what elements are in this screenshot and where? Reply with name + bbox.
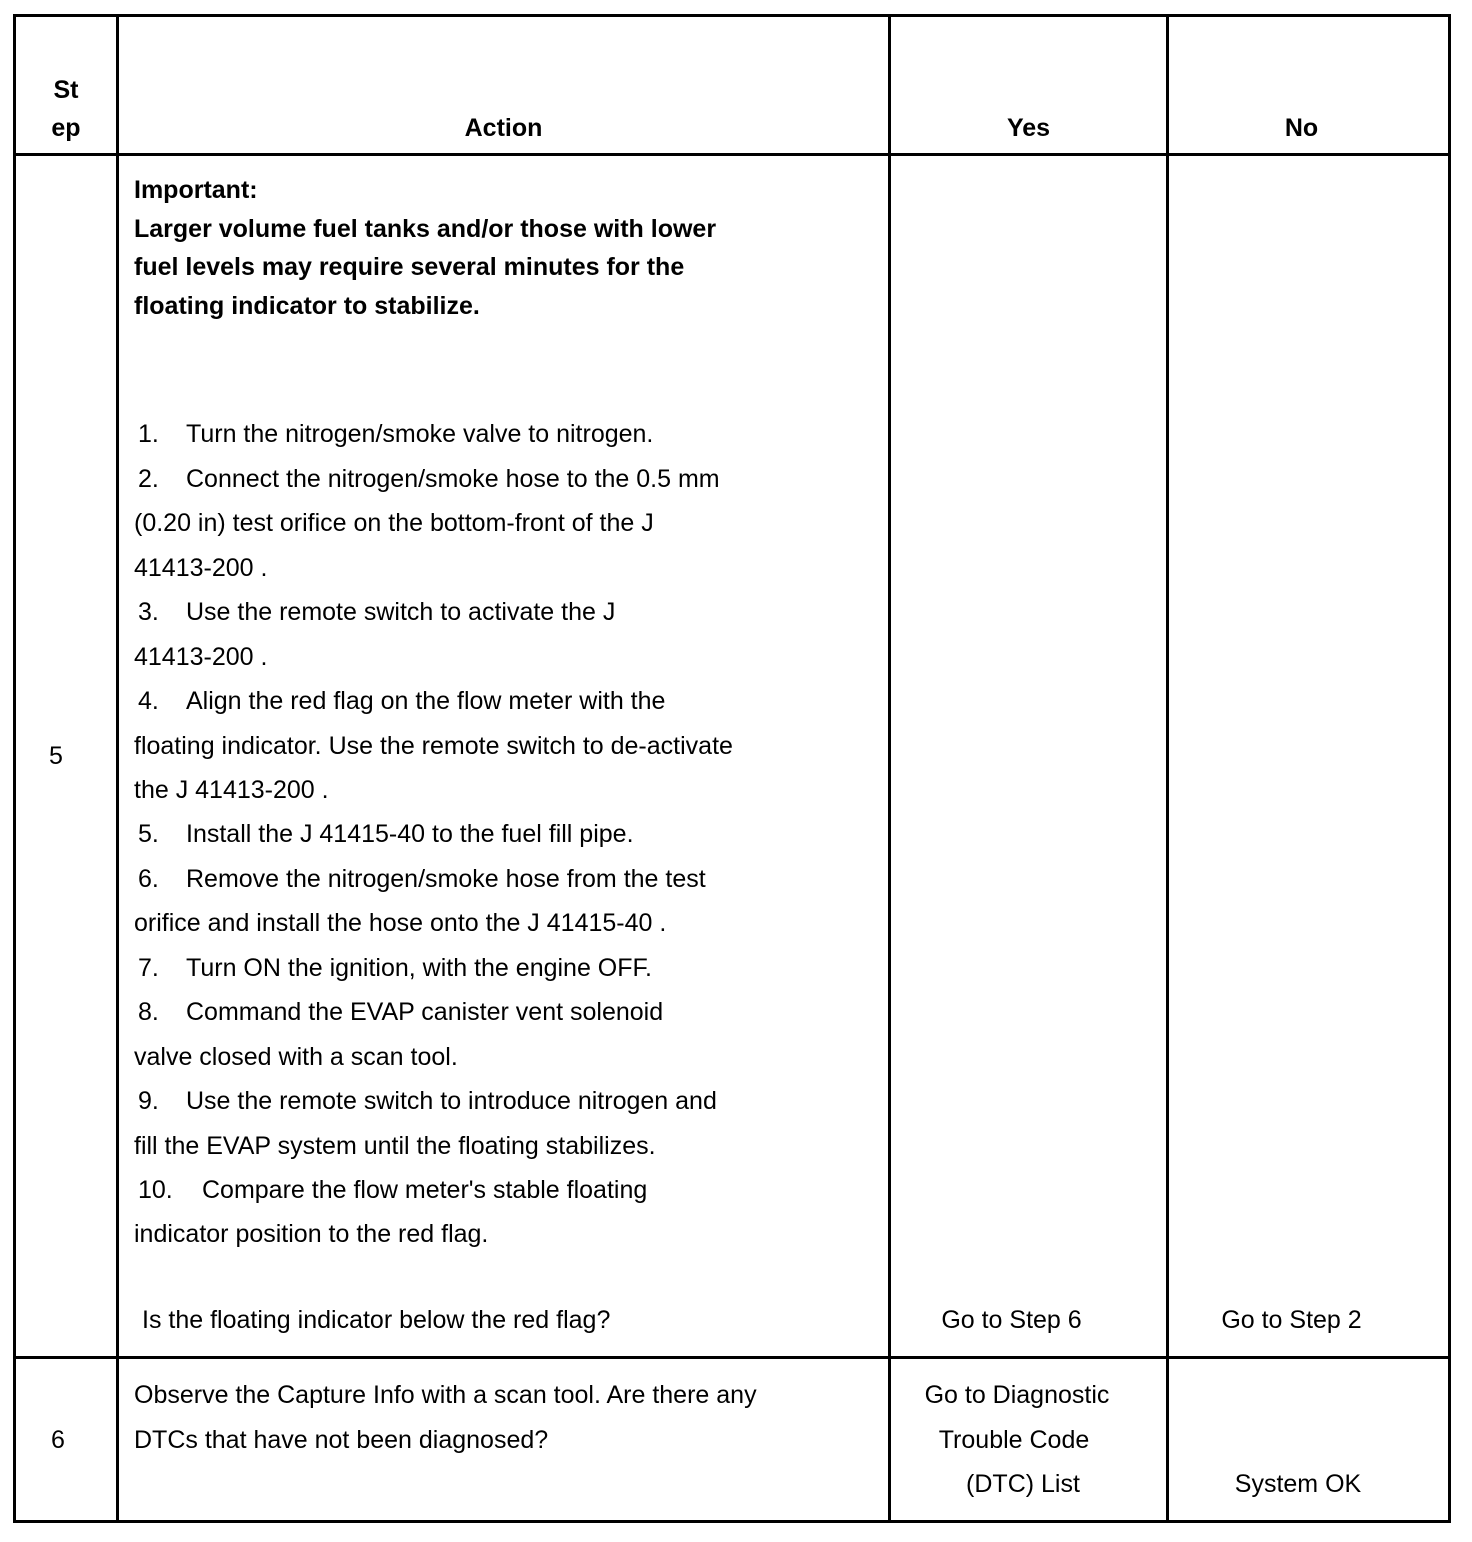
- procedure-step-number: 2.: [138, 465, 159, 493]
- header-action: Action: [464, 114, 543, 142]
- procedure-step: [138, 419, 653, 449]
- procedure-step: [138, 1175, 647, 1205]
- row6-no-result: System OK: [1234, 1470, 1362, 1498]
- row6-action-line: Observe the Capture Info with a scan tool. Are there any: [134, 1381, 757, 1409]
- row5-yes-result: Go to Step 6: [941, 1306, 1082, 1334]
- procedure-step-number: 7.: [138, 954, 159, 982]
- procedure-step: [138, 597, 615, 627]
- table-border-right: [1448, 14, 1451, 1523]
- procedure-step-number: 4.: [138, 687, 159, 715]
- procedure-step-text: Remove the nitrogen/smoke hose from the test: [186, 865, 706, 893]
- row5-important-line: floating indicator to stabilize.: [134, 292, 480, 320]
- procedure-step-text: Turn the nitrogen/smoke valve to nitrogen.: [186, 420, 654, 448]
- header-no: No: [1284, 114, 1319, 142]
- procedure-step-text: Compare the flow meter's stable floating: [202, 1176, 648, 1204]
- procedure-step: [138, 1086, 717, 1116]
- row5-important-line: Larger volume fuel tanks and/or those with lower: [134, 215, 717, 243]
- procedure-step-continuation: 41413-200 .: [134, 643, 268, 671]
- header-step-line1: St: [53, 76, 79, 104]
- procedure-step: [138, 953, 652, 983]
- procedure-step: [138, 686, 665, 716]
- table-divider-step: [116, 14, 119, 1523]
- procedure-step-number: 3.: [138, 598, 159, 626]
- procedure-step-continuation: 41413-200 .: [134, 554, 268, 582]
- row5-important-line: fuel levels may require several minutes for the: [134, 253, 685, 281]
- procedure-step-continuation: indicator position to the red flag.: [134, 1220, 489, 1248]
- header-step-line2: ep: [51, 114, 81, 142]
- procedure-step-continuation: the J 41413-200 .: [134, 776, 329, 804]
- procedure-step: [138, 464, 720, 494]
- procedure-step-text: Align the red flag on the flow meter with the: [186, 687, 666, 715]
- row5-important-label: Important:: [134, 176, 258, 204]
- row5-question: Is the floating indicator below the red flag?: [142, 1306, 611, 1334]
- row6-yes-line: Go to Diagnostic: [924, 1381, 1110, 1409]
- procedure-step-continuation: fill the EVAP system until the floating stabilizes.: [134, 1132, 656, 1160]
- procedure-step-number: 5.: [138, 820, 159, 848]
- procedure-step-number: 8.: [138, 998, 159, 1026]
- procedure-step-number: 10.: [138, 1176, 173, 1204]
- procedure-step-text: Use the remote switch to activate the J: [186, 598, 616, 626]
- procedure-step-text: Connect the nitrogen/smoke hose to the 0.5 mm: [186, 465, 720, 493]
- table-divider-action: [888, 14, 891, 1523]
- procedure-step-number: 1.: [138, 420, 159, 448]
- row6-yes-line: Trouble Code: [938, 1426, 1090, 1454]
- procedure-step-continuation: (0.20 in) test orifice on the bottom-front of the J: [134, 509, 654, 537]
- table-border-row5: [13, 1356, 1451, 1359]
- header-yes: Yes: [1006, 114, 1051, 142]
- procedure-step-number: 9.: [138, 1087, 159, 1115]
- procedure-step: [138, 864, 706, 894]
- row6-step-number: 6: [51, 1426, 65, 1454]
- table-border-bottom: [13, 1520, 1451, 1523]
- procedure-step-continuation: orifice and install the hose onto the J 41415-40 .: [134, 909, 667, 937]
- row5-no-result: Go to Step 2: [1221, 1306, 1362, 1334]
- procedure-step-number: 6.: [138, 865, 159, 893]
- procedure-step: [138, 819, 634, 849]
- procedure-step-text: Turn ON the ignition, with the engine OFF.: [186, 954, 652, 982]
- table-border-top: [13, 14, 1451, 17]
- procedure-step-continuation: valve closed with a scan tool.: [134, 1043, 458, 1071]
- procedure-step: [138, 997, 663, 1027]
- procedure-step-continuation: floating indicator. Use the remote switch to de-activate: [134, 732, 733, 760]
- table-divider-yes: [1166, 14, 1169, 1523]
- procedure-step-text: Use the remote switch to introduce nitrogen and: [186, 1087, 717, 1115]
- table-border-header: [13, 153, 1451, 156]
- row6-action-line: DTCs that have not been diagnosed?: [134, 1426, 549, 1454]
- procedure-step-text: Install the J 41415-40 to the fuel fill pipe.: [186, 820, 634, 848]
- row6-yes-line: (DTC) List: [966, 1470, 1080, 1498]
- row5-step-number: 5: [49, 742, 63, 770]
- procedure-step-text: Command the EVAP canister vent solenoid: [186, 998, 664, 1026]
